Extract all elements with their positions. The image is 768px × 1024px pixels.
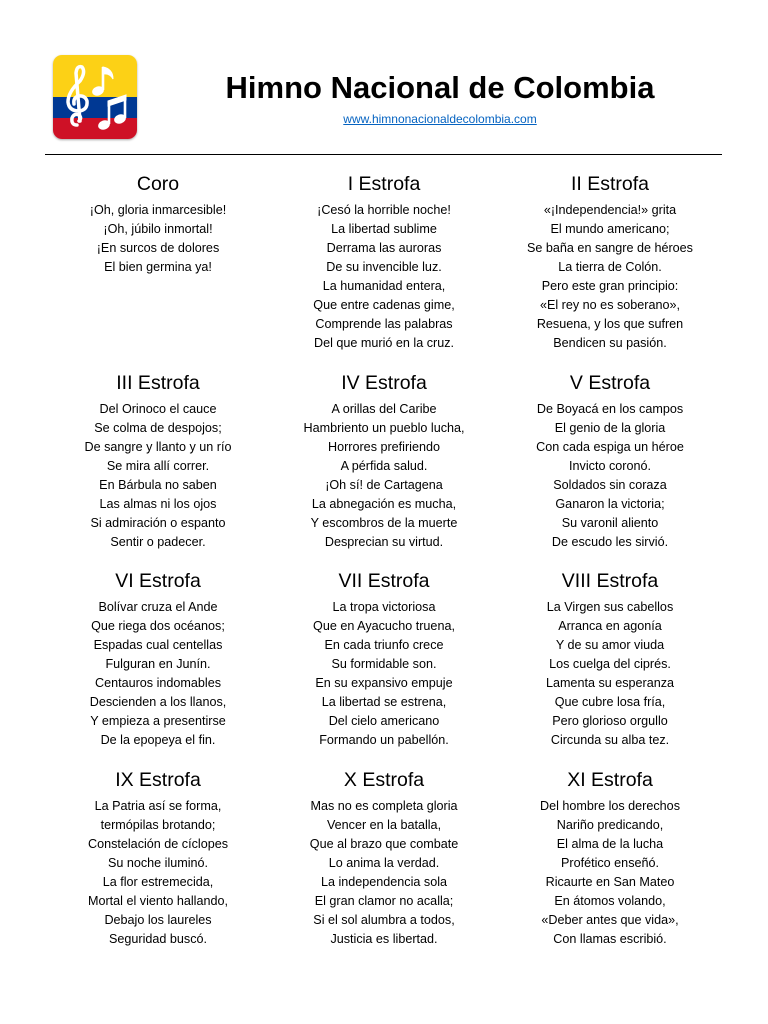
stanza-line: La Virgen sus cabellos bbox=[546, 600, 674, 615]
stanza-line: El genio de la gloria bbox=[554, 420, 666, 435]
stanza-line: Bendicen su pasión. bbox=[553, 336, 667, 350]
stanza-line: Seguridad buscó. bbox=[108, 931, 208, 946]
stanza-line: Derrama las auroras bbox=[326, 241, 442, 255]
stanza-line: Ricaurte en San Mateo bbox=[545, 874, 675, 889]
stanza-title: XI Estrofa bbox=[567, 768, 653, 791]
stanza-title: V Estrofa bbox=[569, 371, 651, 394]
stanza-line: Fulguran en Junín. bbox=[105, 657, 211, 672]
stanza-line: Comprende las palabras bbox=[315, 317, 453, 331]
stanza-title: IV Estrofa bbox=[341, 371, 427, 394]
stanza-title: Coro bbox=[136, 173, 180, 195]
stanza-line: ¡En surcos de dolores bbox=[96, 241, 220, 255]
stanza-line: Resuena, y los que sufren bbox=[536, 317, 684, 331]
stanza-line: ¡Oh, gloria inmarcesible! bbox=[89, 203, 227, 217]
stanza-coro bbox=[33, 171, 283, 370]
stanza-line: ¡Oh, júbilo inmortal! bbox=[103, 222, 213, 236]
stanza-line: Y empieza a presentirse bbox=[90, 714, 226, 729]
stanza-line: Ganaron la victoria; bbox=[555, 496, 665, 511]
stanza-line: A pérfida salud. bbox=[340, 458, 428, 473]
stanza-line: En su expansivo empuje bbox=[315, 676, 453, 691]
stanza-line: El alma de la lucha bbox=[556, 836, 664, 851]
stanza-line: Del Orinoco el cauce bbox=[99, 401, 217, 416]
stanza-line: De escudo les sirvió. bbox=[551, 534, 669, 549]
stanza-line: Soldados sin coraza bbox=[553, 477, 667, 492]
stanza-line: La libertad sublime bbox=[331, 222, 437, 236]
stanza-line: Horrores prefiriendo bbox=[328, 439, 440, 454]
stanza-line: Pero este gran principio: bbox=[541, 279, 679, 293]
stanza-line: Mas no es completa gloria bbox=[310, 798, 458, 813]
stanza-line: «¡Independencia!» grita bbox=[543, 203, 677, 217]
stanza-line: En átomos volando, bbox=[554, 893, 666, 908]
stanza-title: III Estrofa bbox=[116, 371, 200, 394]
stanza-line: La independencia sola bbox=[320, 874, 448, 889]
stanza-line: En Bárbula no saben bbox=[99, 477, 217, 492]
stanza-line: El mundo americano; bbox=[550, 222, 670, 236]
stanza-line: Con cada espiga un héroe bbox=[536, 439, 684, 454]
stanza-line: De su invencible luz. bbox=[326, 260, 442, 274]
stanza-line: Desprecian su virtud. bbox=[324, 534, 444, 549]
stanza-title: X Estrofa bbox=[343, 768, 425, 791]
stanza-viii bbox=[485, 568, 735, 767]
stanza-line: Del hombre los derechos bbox=[539, 798, 680, 813]
stanza-line: De Boyacá en los campos bbox=[536, 401, 684, 416]
website-link[interactable]: www.himnonacionaldecolombia.com bbox=[343, 112, 537, 126]
stanza-line: El gran clamor no acalla; bbox=[314, 893, 454, 908]
stanza-line: termópilas brotando; bbox=[100, 817, 216, 832]
page-title: Himno Nacional de Colombia bbox=[225, 70, 655, 105]
stanza-line: A orillas del Caribe bbox=[331, 401, 437, 416]
stanza-line: Arranca en agonía bbox=[558, 619, 662, 634]
stanza-line: Profético enseñó. bbox=[560, 855, 659, 870]
stanza-line: «Deber antes que vida», bbox=[541, 912, 679, 927]
stanza-line: Su varonil aliento bbox=[561, 515, 659, 530]
stanza-line: Que en Ayacucho truena, bbox=[313, 619, 455, 634]
stanza-line: Los cuelga del ciprés. bbox=[549, 657, 671, 672]
stanza-x bbox=[283, 767, 485, 966]
stanza-line: Formando un pabellón. bbox=[319, 733, 449, 748]
stanza-line: La flor estremecida, bbox=[102, 874, 214, 889]
stanza-line: Y escombros de la muerte bbox=[310, 515, 458, 530]
stanza-title: IX Estrofa bbox=[115, 768, 201, 791]
stanza-line: Circunda su alba tez. bbox=[550, 733, 670, 748]
stanza-line: Espadas cual centellas bbox=[93, 638, 223, 653]
stanza-line: «El rey no es soberano», bbox=[539, 298, 681, 312]
stanza-title: VI Estrofa bbox=[115, 570, 201, 593]
stanza-line: Y de su amor viuda bbox=[555, 638, 665, 653]
stanza-line: Descienden a los llanos, bbox=[89, 695, 227, 710]
stanza-line: Que riega dos océanos; bbox=[91, 619, 225, 634]
stanza-line: Se colma de despojos; bbox=[94, 420, 222, 435]
stanza-line: La Patria así se forma, bbox=[94, 798, 222, 813]
stanza-title: II Estrofa bbox=[570, 173, 650, 195]
stanza-line: En cada triunfo crece bbox=[324, 638, 444, 653]
stanza-line: Que cubre losa fría, bbox=[554, 695, 666, 710]
stanza-iv bbox=[283, 370, 485, 569]
stanza-line: Lamenta su esperanza bbox=[545, 676, 675, 691]
stanza-line: La tierra de Colón. bbox=[558, 260, 662, 274]
stanza-line: Mortal el viento hallando, bbox=[87, 893, 228, 908]
stanza-line: Si el sol alumbra a todos, bbox=[313, 912, 455, 927]
stanza-ii bbox=[485, 171, 735, 370]
stanza-iii bbox=[33, 370, 283, 569]
divider bbox=[45, 154, 722, 155]
stanza-line: Las almas ni los ojos bbox=[99, 496, 217, 511]
stanza-line: Vencer en la batalla, bbox=[326, 817, 442, 832]
stanza-line: Con llamas escribió. bbox=[553, 931, 667, 946]
stanza-title: VIII Estrofa bbox=[561, 570, 659, 593]
stanza-line: De la epopeya el fin. bbox=[100, 733, 216, 748]
stanza-v bbox=[485, 370, 735, 569]
stanza-line: La abnegación es mucha, bbox=[311, 496, 457, 511]
stanza-line: Que al brazo que combate bbox=[309, 836, 459, 851]
stanza-ix bbox=[33, 767, 283, 966]
stanza-line: Si admiración o espanto bbox=[90, 515, 226, 530]
stanza-line: Constelación de cíclopes bbox=[87, 836, 228, 851]
stanza-line: La tropa victoriosa bbox=[332, 600, 436, 615]
stanza-line: La humanidad entera, bbox=[322, 279, 446, 293]
stanza-line: ¡Oh sí! de Cartagena bbox=[325, 477, 443, 492]
stanza-line: Justicia es libertad. bbox=[330, 931, 438, 946]
music-notes-flag-icon bbox=[53, 55, 137, 139]
stanza-vi bbox=[33, 568, 283, 767]
stanza-line: La libertad se estrena, bbox=[321, 695, 447, 710]
stanza-line: Del cielo americano bbox=[328, 714, 440, 729]
stanza-line: Invicto coronó. bbox=[569, 458, 651, 473]
stanza-line: Su formidable son. bbox=[331, 657, 437, 672]
stanza-line: Bolívar cruza el Ande bbox=[98, 600, 218, 615]
logo bbox=[53, 55, 137, 139]
stanza-line: ¡Cesó la horrible noche! bbox=[317, 203, 451, 217]
stanza-line: Nariño predicando, bbox=[556, 817, 664, 832]
stanza-title: I Estrofa bbox=[347, 173, 421, 195]
stanza-line: Sentir o padecer. bbox=[110, 534, 206, 549]
stanza-line: Se baña en sangre de héroes bbox=[527, 241, 693, 255]
stanza-line: Hambriento un pueblo lucha, bbox=[303, 420, 465, 435]
stanza-line: Debajo los laureles bbox=[104, 912, 212, 927]
stanza-line: Centauros indomables bbox=[94, 676, 221, 691]
stanza-i bbox=[283, 171, 485, 370]
stanza-line: Su noche iluminó. bbox=[107, 855, 209, 870]
stanza-vii bbox=[283, 568, 485, 767]
stanza-title: VII Estrofa bbox=[338, 570, 430, 593]
stanza-line: De sangre y llanto y un río bbox=[84, 439, 232, 454]
stanza-line: El bien germina ya! bbox=[104, 260, 212, 274]
stanza-line: Del que murió en la cruz. bbox=[314, 336, 454, 350]
stanza-grid bbox=[33, 171, 735, 965]
stanza-line: Que entre cadenas gime, bbox=[313, 298, 455, 312]
stanza-line: Se mira allí correr. bbox=[106, 458, 210, 473]
stanza-line: Pero glorioso orgullo bbox=[552, 714, 668, 729]
stanza-line: Lo anima la verdad. bbox=[328, 855, 440, 870]
stanza-xi bbox=[485, 767, 735, 966]
